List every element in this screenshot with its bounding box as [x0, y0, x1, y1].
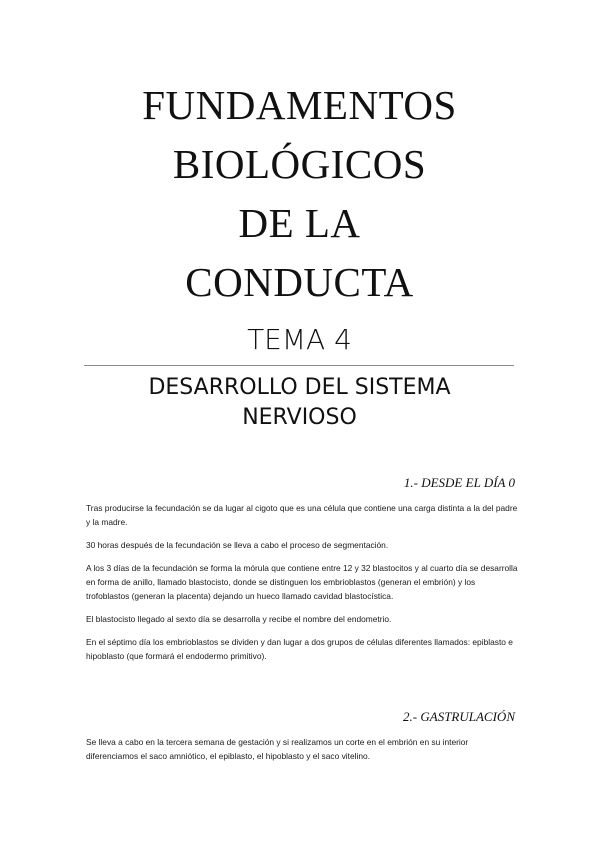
section-body [86, 735, 518, 772]
tema-label: TEMA 4 [247, 323, 352, 356]
section-heading: 1.- DESDE EL DÍA 0 [403, 475, 515, 490]
title-line: FUNDAMENTOS [142, 82, 457, 128]
subtitle-line: NERVIOSO [242, 405, 357, 430]
title-line: BIOLÓGICOS [172, 141, 427, 187]
paragraph: El blastocisto llegado al sexto día se desarrolla y recibe el nombre del endometrio. [86, 614, 392, 624]
paragraph: A los 3 días de la fecundación se forma la mórula que contiene entre 12 y 32 blastocitos y al cuarto día se desarrolla en forma de anillo, llamado blastocisto, donde se distinguen los embrioblastos (generan el embrión) y los trofoblastos (generan la placenta) dejando un hueco llamado cavidad blastocística. [86, 563, 518, 601]
paragraph: Tras producirse la fecundación se da lugar al cigoto que es una célula que contiene una carga distinta a la del padre y la madre. [86, 503, 518, 527]
title-line: DE LA [238, 200, 361, 246]
paragraph: En el séptimo día los embrioblastos se dividen y dan lugar a dos grupos de células diferentes llamados: epiblasto e hipoblasto (que formará el endodermo primitivo). [86, 637, 513, 661]
document-title [0, 76, 599, 312]
document-subtitle [0, 373, 599, 433]
title-line: CONDUCTA [185, 259, 414, 305]
horizontal-divider [84, 365, 514, 366]
section-body [86, 501, 518, 672]
paragraph: Se lleva a cabo en la tercera semana de gestación y si realizamos un corte en el embrión en su interior diferenciamos el saco amniótico, el epiblasto, el hipoblasto y el saco vitelino. [86, 737, 469, 761]
section-heading: 2.- GASTRULACIÓN [403, 709, 515, 724]
subtitle-line: DESARROLLO DEL SISTEMA [148, 375, 451, 400]
paragraph: 30 horas después de la fecundación se lleva a cabo el proceso de segmentación. [86, 540, 389, 550]
